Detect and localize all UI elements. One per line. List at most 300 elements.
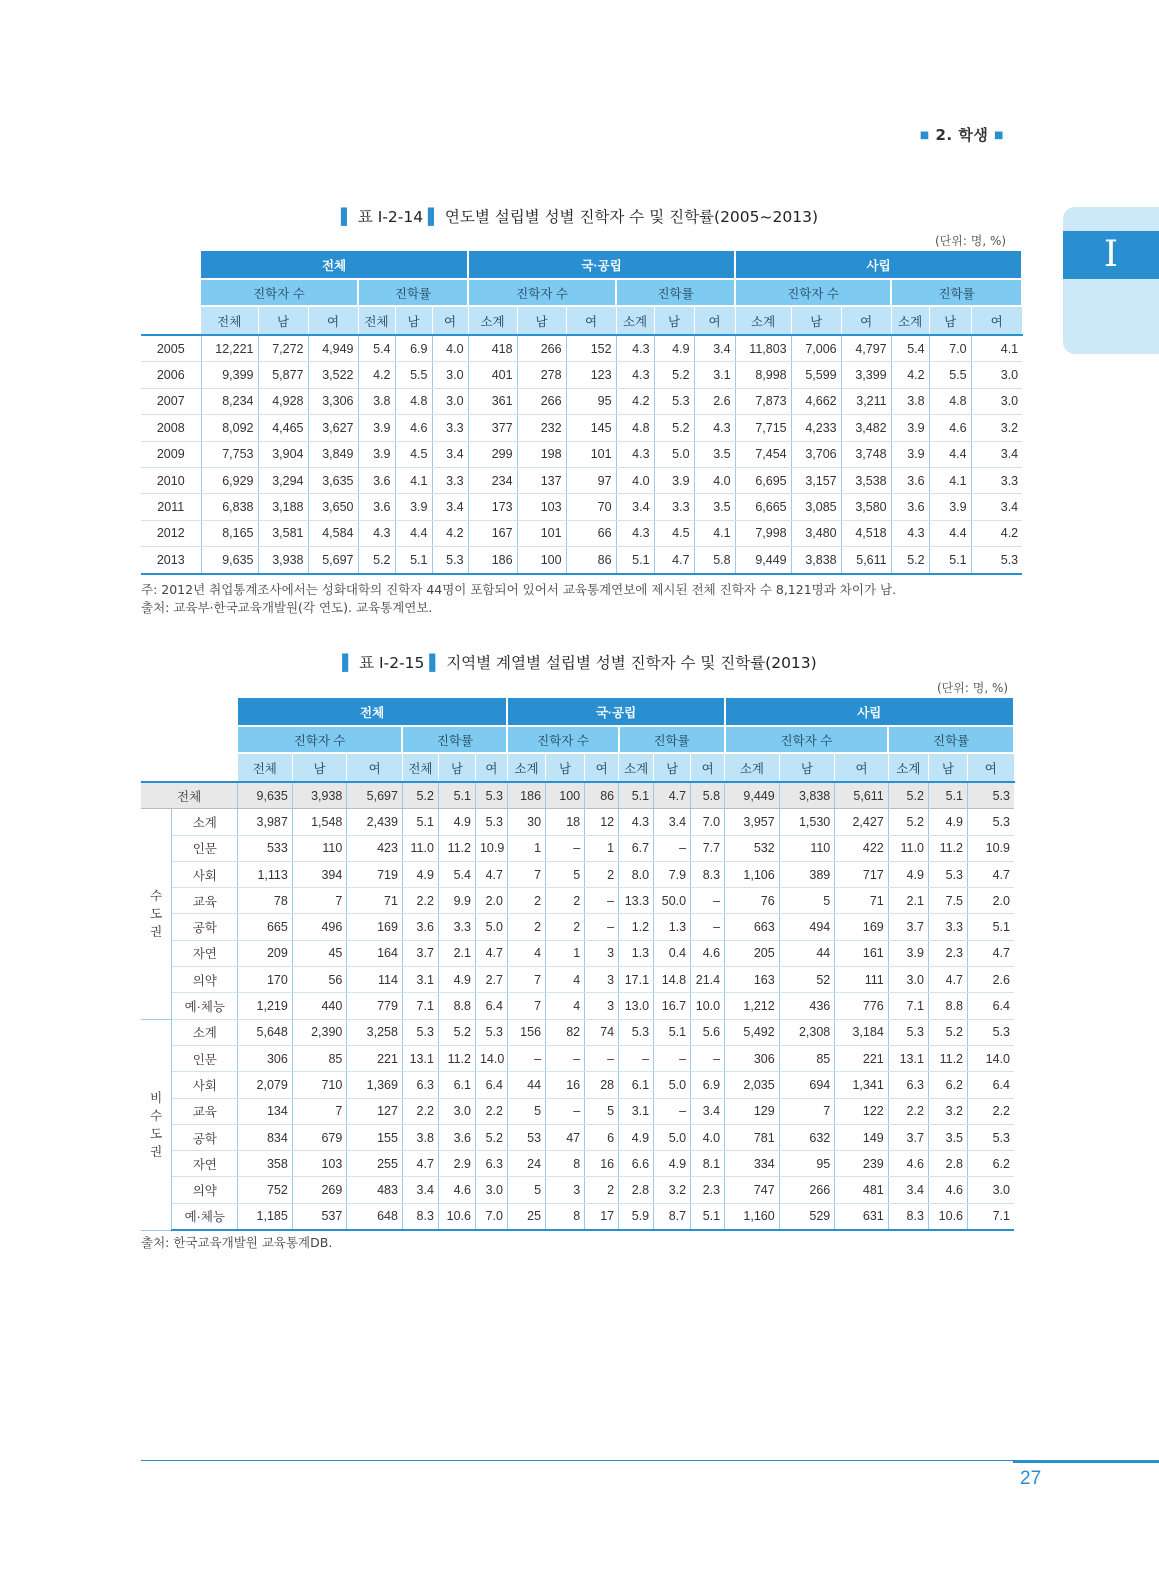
- table-cell: 6.2: [968, 1151, 1014, 1177]
- table-cell: 76: [725, 888, 780, 914]
- table-cell: 5.2: [888, 782, 928, 809]
- table-cell: 3.0: [475, 1177, 507, 1203]
- column-header: 남: [929, 306, 971, 335]
- table-cell: 9.9: [438, 888, 475, 914]
- table-cell: 5,697: [347, 782, 403, 809]
- table-cell: 5.2: [654, 362, 694, 388]
- row-label-year: 2011: [141, 494, 201, 520]
- table-cell: 1,212: [725, 993, 780, 1019]
- table-cell: 5.3: [475, 1019, 507, 1045]
- table-cell: 3,904: [258, 441, 308, 467]
- column-header: 소계: [619, 753, 654, 782]
- table-cell: 5.2: [475, 1124, 507, 1150]
- table-row: [141, 835, 1014, 861]
- column-header: 여: [971, 306, 1022, 335]
- table-cell: 5.4: [358, 335, 395, 362]
- table-cell: 537: [292, 1203, 347, 1230]
- table-cell: 3,184: [835, 1019, 889, 1045]
- table-cell: 232: [517, 415, 566, 441]
- table-cell: 529: [779, 1203, 835, 1230]
- table-cell: 1: [585, 835, 619, 861]
- table-cell: 3.1: [402, 967, 438, 993]
- table2-title: [0, 651, 1159, 673]
- table-cell: 9,635: [201, 547, 258, 574]
- row-label-year: 2006: [141, 362, 201, 388]
- table-cell: 13.1: [888, 1045, 928, 1071]
- table-cell: 5: [546, 861, 585, 887]
- table-cell: 24: [507, 1151, 545, 1177]
- table-cell: 717: [835, 861, 889, 887]
- table-cell: 663: [725, 914, 780, 940]
- table-cell: 3.5: [694, 441, 735, 467]
- table-cell: 14.0: [968, 1045, 1014, 1071]
- table-cell: 13.1: [402, 1045, 438, 1071]
- table-row: [141, 494, 1022, 520]
- table-cell: 631: [835, 1203, 889, 1230]
- table-cell: 7: [292, 1098, 347, 1124]
- table-row: [141, 940, 1014, 966]
- table-cell: 5.6: [691, 1019, 725, 1045]
- table-cell: 5.3: [654, 388, 694, 414]
- table-cell: 7: [292, 888, 347, 914]
- table-cell: 137: [517, 467, 566, 493]
- table1-unit: (단위: 명, %): [935, 234, 1007, 248]
- table-cell: 4.6: [395, 415, 432, 441]
- region-char: 수: [150, 1108, 163, 1123]
- table-cell: 4: [507, 940, 545, 966]
- bar-icon: ▌: [428, 208, 440, 226]
- table-cell: 781: [725, 1124, 780, 1150]
- table-cell: 7: [507, 861, 545, 887]
- table-cell: 710: [292, 1072, 347, 1098]
- table-row: [141, 520, 1022, 546]
- table-cell: 7.0: [475, 1203, 507, 1230]
- row-label-year: 2012: [141, 520, 201, 546]
- table-cell: 10.9: [968, 835, 1014, 861]
- table-cell: 3,838: [791, 547, 841, 574]
- table-cell: 4.3: [619, 809, 654, 835]
- group-private: 사립: [735, 251, 1022, 279]
- table-cell: 2,439: [347, 809, 403, 835]
- table-cell: 4.9: [654, 1151, 691, 1177]
- table-cell: 170: [238, 967, 293, 993]
- table-cell: 5,599: [791, 362, 841, 388]
- group-total: 전체: [201, 251, 468, 279]
- table-cell: 4.7: [968, 940, 1014, 966]
- table-cell: 4.4: [395, 520, 432, 546]
- table2-source: 출처: 한국교육개발원 교육통계DB.: [141, 1235, 333, 1250]
- region-char: 도: [150, 906, 163, 921]
- table-cell: –: [691, 888, 725, 914]
- table-cell: 5.3: [968, 782, 1014, 809]
- table-cell: 2: [585, 861, 619, 887]
- chapter-tab: [1063, 207, 1159, 354]
- table-cell: 632: [779, 1124, 835, 1150]
- table-cell: 11.2: [928, 835, 967, 861]
- table-row: [141, 914, 1014, 940]
- table-cell: 4.8: [395, 388, 432, 414]
- subgroup-rate: 진학률: [402, 726, 507, 753]
- table-cell: 4,233: [791, 415, 841, 441]
- table-cell: 4.0: [616, 467, 654, 493]
- table-cell: 422: [835, 835, 889, 861]
- table-cell: 205: [725, 940, 780, 966]
- table-cell: 6.4: [475, 993, 507, 1019]
- square-icon: ■: [994, 130, 1004, 141]
- row-label-field: 자연: [172, 1151, 238, 1177]
- table2: [141, 698, 1015, 1231]
- group-private: 사립: [725, 698, 1014, 726]
- table-cell: 123: [566, 362, 616, 388]
- table-cell: 1,113: [238, 861, 293, 887]
- table-cell: –: [546, 1045, 585, 1071]
- table-cell: 8,165: [201, 520, 258, 546]
- column-header: 전체: [402, 753, 438, 782]
- column-header: 남: [546, 753, 585, 782]
- table-cell: 70: [566, 494, 616, 520]
- table-cell: 9,635: [238, 782, 293, 809]
- row-label-field: 의약: [172, 1177, 238, 1203]
- table-cell: 5.2: [654, 415, 694, 441]
- table-cell: –: [691, 1045, 725, 1071]
- table-cell: 7,753: [201, 441, 258, 467]
- table-cell: 4.2: [891, 362, 929, 388]
- table-cell: 5.4: [438, 861, 475, 887]
- table-cell: 4.4: [929, 441, 971, 467]
- table-cell: 8.8: [928, 993, 967, 1019]
- group-public: 국·공립: [468, 251, 735, 279]
- table-cell: 4.4: [929, 520, 971, 546]
- table-cell: 1.3: [619, 940, 654, 966]
- table-cell: 3.9: [358, 441, 395, 467]
- section-title: 2. 학생: [935, 126, 989, 144]
- table-cell: 6.3: [888, 1072, 928, 1098]
- page-number: 27: [1020, 1468, 1042, 1489]
- table-cell: 3.3: [654, 494, 694, 520]
- table-cell: 1.2: [619, 914, 654, 940]
- chapter-number: I: [1063, 231, 1159, 279]
- table-cell: 8,092: [201, 415, 258, 441]
- table-cell: 3.8: [402, 1124, 438, 1150]
- table-cell: 5.3: [475, 782, 507, 809]
- table-cell: 4.7: [968, 861, 1014, 887]
- column-header: 소계: [735, 306, 791, 335]
- table-cell: 4.7: [928, 967, 967, 993]
- table-cell: 5.3: [432, 547, 468, 574]
- table-cell: 3.9: [888, 940, 928, 966]
- table-cell: 3,399: [841, 362, 891, 388]
- subgroup-rate: 진학률: [619, 726, 725, 753]
- table-cell: 6.2: [928, 1072, 967, 1098]
- table-cell: 198: [517, 441, 566, 467]
- column-header: 남: [654, 753, 691, 782]
- table-cell: 8.1: [691, 1151, 725, 1177]
- table-cell: 11.2: [438, 835, 475, 861]
- table-cell: 4.3: [358, 520, 395, 546]
- table-cell: 30: [507, 809, 545, 835]
- subgroup-count: 진학자 수: [201, 279, 358, 306]
- table-cell: 1: [507, 835, 545, 861]
- table-cell: 4.6: [691, 940, 725, 966]
- table-row: [141, 993, 1014, 1019]
- table-cell: 4.3: [616, 362, 654, 388]
- table-cell: 4.6: [928, 1177, 967, 1203]
- table-cell: 0.4: [654, 940, 691, 966]
- table-cell: 1,160: [725, 1203, 780, 1230]
- table-cell: 3,650: [308, 494, 358, 520]
- table-cell: 4.0: [691, 1124, 725, 1150]
- table-cell: –: [546, 1098, 585, 1124]
- table-cell: 7.1: [968, 1203, 1014, 1230]
- table-cell: 3.6: [438, 1124, 475, 1150]
- table-cell: 3.4: [694, 335, 735, 362]
- table-cell: 3,085: [791, 494, 841, 520]
- table-cell: 394: [292, 861, 347, 887]
- table-cell: 3,188: [258, 494, 308, 520]
- table-cell: 3.0: [888, 967, 928, 993]
- row-label-field: 사회: [172, 861, 238, 887]
- table-cell: 4.2: [432, 520, 468, 546]
- table-cell: 8,998: [735, 362, 791, 388]
- table-cell: 4,584: [308, 520, 358, 546]
- table-cell: 100: [546, 782, 585, 809]
- table-cell: 4.5: [395, 441, 432, 467]
- table-cell: 13.0: [619, 993, 654, 1019]
- table-row: [141, 1177, 1014, 1203]
- table-cell: 209: [238, 940, 293, 966]
- table-cell: 221: [835, 1045, 889, 1071]
- table-cell: 3.7: [888, 1124, 928, 1150]
- column-header: 소계: [888, 753, 928, 782]
- table-cell: 3.5: [928, 1124, 967, 1150]
- table1-title-text: 연도별 설립별 성별 진학자 수 및 진학률(2005~2013): [444, 208, 818, 226]
- table-row: [141, 1072, 1014, 1098]
- table-cell: 3.0: [432, 388, 468, 414]
- table-row: [141, 967, 1014, 993]
- table-cell: 5.3: [968, 1019, 1014, 1045]
- table-cell: 3.4: [432, 494, 468, 520]
- table1-title: [0, 205, 1159, 227]
- table-cell: –: [585, 914, 619, 940]
- table-cell: 3,938: [258, 547, 308, 574]
- table-cell: 4.3: [616, 520, 654, 546]
- table-cell: 2.9: [438, 1151, 475, 1177]
- table-cell: 4.9: [888, 861, 928, 887]
- column-header: 여: [585, 753, 619, 782]
- row-label-field: 교육: [172, 888, 238, 914]
- table-cell: 3: [585, 967, 619, 993]
- table-cell: 4.3: [616, 335, 654, 362]
- table-cell: 71: [347, 888, 403, 914]
- table-cell: 533: [238, 835, 293, 861]
- table-cell: 16.7: [654, 993, 691, 1019]
- table-cell: 418: [468, 335, 517, 362]
- table-cell: 3,838: [779, 782, 835, 809]
- table-cell: 5.5: [929, 362, 971, 388]
- table-cell: 3.4: [616, 494, 654, 520]
- table1-source: 출처: 교육부·한국교육개발원(각 연도). 교육통계연보.: [141, 600, 433, 615]
- table-cell: 10.9: [475, 835, 507, 861]
- table-cell: 5,611: [835, 782, 889, 809]
- table-cell: 776: [835, 993, 889, 1019]
- table-cell: 7.0: [929, 335, 971, 362]
- table-cell: 2,308: [779, 1019, 835, 1045]
- table-cell: 86: [585, 782, 619, 809]
- table-cell: 11.0: [888, 835, 928, 861]
- table-cell: 6.3: [402, 1072, 438, 1098]
- column-header: 여: [347, 753, 403, 782]
- table-cell: 4.9: [438, 809, 475, 835]
- table-cell: 3.4: [432, 441, 468, 467]
- table-cell: –: [619, 1045, 654, 1071]
- table-cell: 5.3: [968, 1124, 1014, 1150]
- table-cell: 101: [517, 520, 566, 546]
- table-cell: 4,465: [258, 415, 308, 441]
- table-cell: 103: [292, 1151, 347, 1177]
- table-cell: 6,695: [735, 467, 791, 493]
- table-cell: 3.6: [358, 467, 395, 493]
- region-label: [141, 809, 172, 1019]
- table-cell: 3,627: [308, 415, 358, 441]
- table-cell: 5.2: [928, 1019, 967, 1045]
- table-cell: 779: [347, 993, 403, 1019]
- table-cell: 134: [238, 1098, 293, 1124]
- table-row: [141, 547, 1022, 574]
- table-cell: 1,219: [238, 993, 293, 1019]
- table-cell: 4.0: [432, 335, 468, 362]
- table-cell: 2.2: [968, 1098, 1014, 1124]
- table-cell: 4.9: [654, 335, 694, 362]
- table-cell: 834: [238, 1124, 293, 1150]
- table-cell: 6.4: [968, 1072, 1014, 1098]
- table-cell: 3.6: [891, 467, 929, 493]
- table-cell: 5.0: [654, 1072, 691, 1098]
- table-cell: 12,221: [201, 335, 258, 362]
- row-label-year: 2009: [141, 441, 201, 467]
- table-cell: 4.2: [358, 362, 395, 388]
- table-cell: 5,492: [725, 1019, 780, 1045]
- table-cell: 86: [566, 547, 616, 574]
- table-cell: 3.9: [358, 415, 395, 441]
- table-cell: 3.2: [971, 415, 1022, 441]
- table2-title-text: 지역별 계열별 설립별 성별 진학자 수 및 진학률(2013): [446, 654, 817, 672]
- table-cell: 401: [468, 362, 517, 388]
- table-cell: 5,611: [841, 547, 891, 574]
- region-char: 수: [150, 888, 163, 903]
- table-cell: 2: [585, 1177, 619, 1203]
- table-cell: 3.0: [432, 362, 468, 388]
- table-cell: 21.4: [691, 967, 725, 993]
- table-cell: 266: [517, 388, 566, 414]
- table-cell: 2.1: [438, 940, 475, 966]
- table-cell: 5.2: [438, 1019, 475, 1045]
- row-label-field: 예·체능: [172, 993, 238, 1019]
- bar-icon: ▌: [342, 654, 355, 672]
- column-header: 남: [438, 753, 475, 782]
- column-header: 남: [517, 306, 566, 335]
- table-cell: 5.8: [691, 782, 725, 809]
- table-cell: 85: [779, 1045, 835, 1071]
- table-cell: 129: [725, 1098, 780, 1124]
- table-cell: 6.1: [619, 1072, 654, 1098]
- row-label-field: 사회: [172, 1072, 238, 1098]
- table-cell: 114: [347, 967, 403, 993]
- table-cell: 7: [507, 967, 545, 993]
- table-cell: 679: [292, 1124, 347, 1150]
- table-cell: 2: [507, 914, 545, 940]
- row-label-year: 2010: [141, 467, 201, 493]
- table-cell: 13.3: [619, 888, 654, 914]
- table-cell: 3: [546, 1177, 585, 1203]
- table-cell: 1,341: [835, 1072, 889, 1098]
- table-cell: 4.3: [891, 520, 929, 546]
- table-cell: 8: [546, 1203, 585, 1230]
- table-cell: 3,157: [791, 467, 841, 493]
- table-cell: 5.2: [402, 782, 438, 809]
- table-cell: 122: [835, 1098, 889, 1124]
- table-cell: 3.9: [929, 494, 971, 520]
- row-label-field: 소계: [172, 1019, 238, 1045]
- table-cell: 5.1: [619, 782, 654, 809]
- table-cell: 423: [347, 835, 403, 861]
- table-cell: 8.8: [438, 993, 475, 1019]
- table-cell: 4.7: [475, 861, 507, 887]
- table-cell: 3.0: [438, 1098, 475, 1124]
- table-cell: 5,648: [238, 1019, 293, 1045]
- table-cell: 4,518: [841, 520, 891, 546]
- table-cell: –: [585, 888, 619, 914]
- table-cell: 8,234: [201, 388, 258, 414]
- table-cell: 221: [347, 1045, 403, 1071]
- table-cell: 719: [347, 861, 403, 887]
- square-icon: ■: [919, 130, 930, 141]
- table-cell: 6.4: [968, 993, 1014, 1019]
- table-cell: 2.1: [888, 888, 928, 914]
- table-cell: 44: [779, 940, 835, 966]
- table-cell: 85: [292, 1045, 347, 1071]
- table-cell: 53: [507, 1124, 545, 1150]
- footer-divider: [141, 1460, 1013, 1461]
- table-cell: 5.1: [928, 782, 967, 809]
- column-header: 남: [395, 306, 432, 335]
- table-cell: 2.0: [968, 888, 1014, 914]
- row-label-field: 교육: [172, 1098, 238, 1124]
- table-cell: 14.0: [475, 1045, 507, 1071]
- table-cell: 5.1: [654, 1019, 691, 1045]
- table-cell: 4.1: [694, 520, 735, 546]
- table-cell: 3.3: [438, 914, 475, 940]
- table-cell: 7.9: [654, 861, 691, 887]
- table-cell: 4.9: [619, 1124, 654, 1150]
- table-cell: 3.4: [691, 1098, 725, 1124]
- table-cell: 5.4: [891, 335, 929, 362]
- table-cell: 149: [835, 1124, 889, 1150]
- table-cell: 2,427: [835, 809, 889, 835]
- table-cell: 3.3: [432, 467, 468, 493]
- table-cell: 66: [566, 520, 616, 546]
- table-cell: 299: [468, 441, 517, 467]
- table-cell: 1,106: [725, 861, 780, 887]
- row-label-year: 2007: [141, 388, 201, 414]
- table-cell: 5.3: [619, 1019, 654, 1045]
- table-cell: 155: [347, 1124, 403, 1150]
- table-cell: 1,185: [238, 1203, 293, 1230]
- table-cell: 2: [546, 888, 585, 914]
- table-cell: 4.2: [971, 520, 1022, 546]
- table1-number: 표 Ⅰ-2-14: [357, 208, 424, 226]
- table-cell: –: [507, 1045, 545, 1071]
- table-cell: 2,035: [725, 1072, 780, 1098]
